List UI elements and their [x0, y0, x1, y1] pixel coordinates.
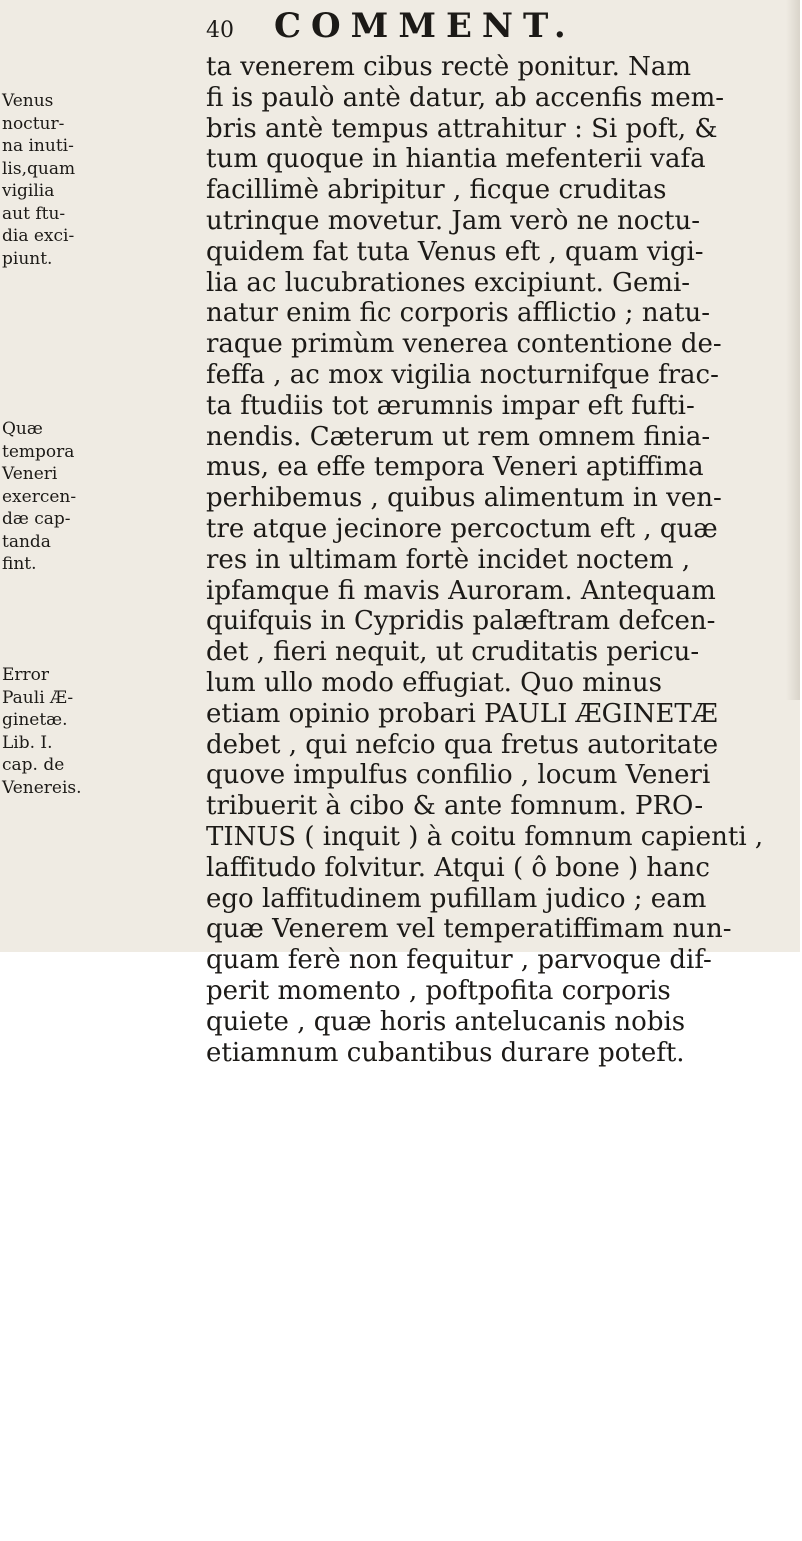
body-line: bris antè tempus attrahitur : Si poft, & [206, 113, 718, 144]
margin-note-line: vigilia [2, 181, 55, 201]
body-line: quove impulfus confilio , locum Veneri [206, 760, 711, 791]
margin-note-error [2, 664, 82, 799]
body-line: debet , qui nefcio qua fretus autoritate [206, 729, 719, 760]
body-line: laffitudo folvitur. Atqui ( ô bone ) hanc [206, 852, 710, 883]
margin-note-line: Lib. I. [2, 732, 53, 753]
margin-note-line: tempora [2, 441, 75, 462]
page-number: 40 [206, 18, 234, 43]
body-line: fi is paulò antè datur, ab accenfis mem- [206, 82, 725, 113]
body-line: ta venerem cibus rectè ponitur. Nam [206, 52, 692, 82]
margin-note-line: Veneri [2, 464, 58, 484]
body-line: lia ac lucubrationes excipiunt. Gemi- [206, 267, 691, 298]
margin-note-line: piunt. [2, 248, 53, 269]
body-line: feffa , ac mox vigilia nocturnifque frac- [206, 359, 719, 390]
body-line: TINUS ( inquit ) à coitu fomnum capienti , [206, 821, 764, 852]
body-line: tre atque jecinore percoctum eft , quæ [206, 513, 718, 544]
margin-note-line: lis,quam [2, 158, 76, 179]
body-line: perhibemus , quibus alimentum in ven- [206, 483, 722, 514]
margin-note-line: Quæ [2, 419, 43, 439]
body-line: perit momento , poftpofita corporis [206, 975, 671, 1006]
body-line: ipfamque fi mavis Auroram. Antequam [206, 575, 716, 606]
margin-note-line: Pauli Æ- [2, 687, 74, 708]
body-line: facillimè abripitur , ficque cruditas [206, 175, 667, 206]
margin-note-line: aut ftu- [2, 203, 66, 224]
running-title: COMMENT. [274, 6, 576, 46]
margin-note-line: Venereis. [2, 777, 82, 798]
margin-note-line: cap. de [2, 755, 65, 775]
margin-note-tempora [2, 418, 77, 576]
body-line: etiam opinio probari PAULI ÆGINETÆ [206, 698, 718, 729]
body-line: det , fieri nequit, ut cruditatis pericu- [206, 637, 700, 668]
margin-note-line: fint. [2, 554, 37, 574]
body-text [206, 52, 802, 1068]
page-header [206, 6, 766, 46]
body-line: etiamnum cubantibus durare poteft. [206, 1037, 685, 1068]
body-line: quæ Venerem vel temperatiffimam nun- [206, 914, 732, 945]
body-line: quam ferè non fequitur , parvoque dif- [206, 945, 712, 976]
body-line: natur enim fic corporis afflictio ; natu- [206, 298, 711, 329]
body-line: utrinque movetur. Jam verò ne noctu- [206, 205, 700, 236]
body-line: quidem fat tuta Venus eft , quam vigi- [206, 236, 704, 267]
body-line: lum ullo modo effugiat. Quo minus [206, 667, 662, 698]
margin-note-line: na inuti- [2, 136, 74, 156]
margin-note-venus [2, 90, 76, 270]
margin-note-line: Error [2, 665, 50, 685]
body-line: res in ultimam fortè incidet noctem , [206, 544, 691, 575]
margin-note-line: Venus [2, 91, 54, 111]
body-line: ta ftudiis tot ærumnis impar eft fufti- [206, 390, 695, 421]
margin-note-line: dæ cap- [2, 509, 71, 529]
margin-note-line: ginetæ. [2, 710, 68, 730]
margin-note-line: dia exci- [2, 226, 75, 246]
body-line: quifquis in Cypridis palæftram defcen- [206, 606, 716, 637]
margin-note-line: tanda [2, 531, 51, 552]
margin-note-line: noctur- [2, 113, 65, 134]
body-line: ego laffitudinem pufillam judico ; eam [206, 883, 707, 914]
body-line: quiete , quæ horis antelucanis nobis [206, 1006, 686, 1037]
body-line: mus, ea effe tempora Veneri aptiffima [206, 452, 704, 483]
margin-note-line: exercen- [2, 486, 77, 507]
body-line: tum quoque in hiantia mefenterii vafa [206, 144, 706, 175]
body-line: tribuerit à cibo & ante fomnum. PRO- [206, 791, 704, 822]
body-line: raque primùm venerea contentione de- [206, 329, 722, 360]
body-line: nendis. Cæterum ut rem omnem finia- [206, 421, 711, 452]
